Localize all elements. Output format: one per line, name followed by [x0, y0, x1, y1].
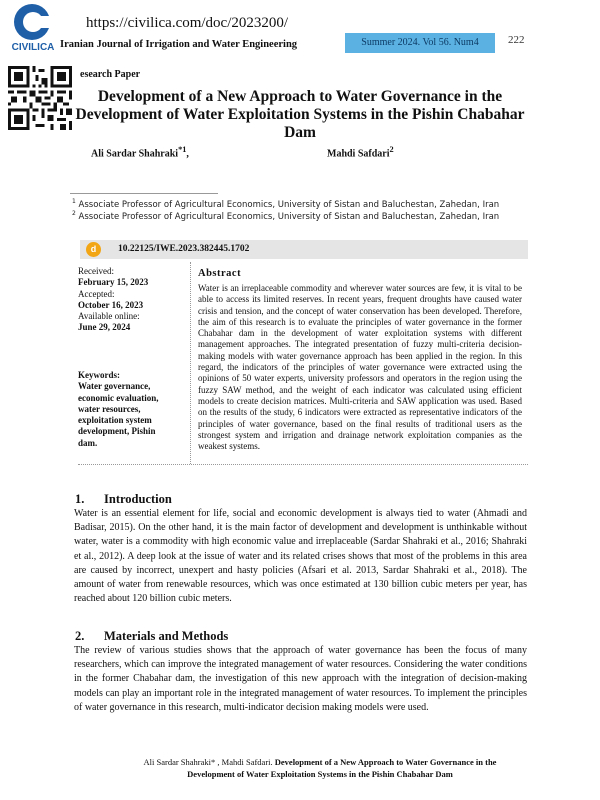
affiliation-2-text: Associate Professor of Agricultural Economics, University of Sistan and Baluchestan, Zahedan, Iran: [78, 211, 500, 222]
author-2-name: Mahdi Safdari: [327, 148, 390, 160]
civilica-logo[interactable]: [4, 4, 60, 56]
author-1-suffix: ,: [186, 148, 189, 160]
author-1-name: Ali Sardar Shahraki: [91, 148, 179, 160]
logo-text: CIVILICA: [11, 42, 55, 53]
section-title: Introduction: [104, 492, 172, 506]
page-number: 222: [508, 34, 525, 46]
keyword-line: dam.: [78, 437, 98, 448]
civilica-c-icon: [14, 4, 50, 40]
accepted-date: October 16, 2023: [78, 299, 144, 310]
page-footer: [110, 756, 530, 780]
keyword-line: development, Pishin: [78, 426, 156, 437]
affiliation-1-num: 1: [72, 198, 76, 205]
footer-title-2: Development of Water Exploitation Systems in the Pishin Chabahar Dam: [187, 769, 453, 779]
section-heading-methods: [75, 629, 228, 644]
author-2-mark: 2: [389, 145, 394, 154]
accepted-label: Accepted:: [78, 288, 115, 299]
doi-link[interactable]: 10.22125/IWE.2023.382445.1702: [118, 244, 250, 254]
section-number: 2.: [75, 629, 85, 643]
author-2: [327, 145, 394, 159]
online-date: June 29, 2024: [78, 322, 131, 333]
doi-icon: d: [86, 242, 101, 257]
received-date: February 15, 2023: [78, 277, 149, 288]
keywords: [78, 370, 190, 449]
keyword-line: economic evaluation,: [78, 392, 159, 403]
column-divider: [190, 262, 191, 464]
author-1-mark: *1: [178, 145, 187, 154]
abstract-bottom-rule: [78, 464, 528, 465]
affiliation-1: [72, 198, 499, 210]
affiliation-separator: [70, 193, 218, 194]
author-1: [91, 145, 189, 159]
section-number: 1.: [75, 492, 85, 506]
received-label: Received:: [78, 266, 114, 276]
abstract-heading: Abstract: [198, 268, 242, 279]
abstract-text: Water is an irreplaceable commodity and wherever water sources are few, it is vital to be able to access its limited reserves. In recent years, frequent droughts have caused water crisis and tension, and the concept of water conservation has been developed. Therefore, the aim of this research is to evaluate the principles of water governance in the former Chabahar dam in the development of water exploitation systems with different management approaches. The integrated presentation of fuzzy multi-criteria decision-making models with water governance approach has been applied in the region. In this regard, the indicators of the principles of water governance were extracted using the opinions of 50 water experts, university professors and operators in the region using the fuzzy SAW method, and the weight of each indicator was calculated using efficient models to create decision matrices. Multi-criteria and SAW application was used. Based on the results of the study, 6 indicators were extracted as representative indicators of the principles of water governance, based on the final results of traditional users as the strongest system and irrigation and drainage network exploitation companies as the weakest systems.: [198, 283, 522, 452]
affiliation-2-num: 2: [72, 210, 76, 217]
footer-title-1: Development of a New Approach to Water Governance in the: [274, 757, 497, 767]
methods-text: The review of various studies shows that the approach of water governance has been the focus of many researchers, which can improve the integrated management of water resources. Considering the water conditions in the former Chabahar dam, the investigation of this new approach with the integration of decision-making models can play an important role in the integrated management of water resources. To implement the principles of water governance in this research, multi-indicator decision making models were used.: [74, 645, 527, 713]
article-dates: [78, 266, 190, 334]
keyword-line: water resources,: [78, 403, 141, 414]
footer-line-1: [110, 756, 530, 768]
keyword-line: Water governance,: [78, 381, 151, 392]
issue-badge: Summer 2024. Vol 56. Num4: [345, 33, 495, 53]
footer-authors: Ali Sardar Shahraki* , Mahdi Safdari.: [143, 757, 273, 767]
online-label: Available online:: [78, 311, 140, 322]
paper-type: esearch Paper: [80, 69, 141, 80]
section-title: Materials and Methods: [104, 629, 229, 643]
affiliation-2: [72, 210, 499, 222]
section-heading-introduction: [75, 492, 172, 507]
keywords-label: Keywords:: [78, 370, 120, 380]
doi-bar: [80, 240, 528, 259]
journal-name: Iranian Journal of Irrigation and Water Engineering: [60, 39, 298, 50]
keyword-line: exploitation system: [78, 415, 152, 426]
introduction-text: Water is an essential element for life, social and economic development is always tied to water (Ahmadi and Badisar, 2015). On the other hand, it is the main factor of development and development is unthinkable without water, water is a commodity with high economic value and irreplaceable (Sardar Shahraki et al., 2016; Shahraki et al., 2012). A deep look at the issue of water and its related crises shows that most of the problems in this area are caused by incorrect, unexpert and hasty policies (Afsari et al. 2013, Sardar Shahraki et al., 2018). The amount of water from renewable resources, which was once estimated at 130 billion cubic meters per year, has reached about 120 billion cubic meters.: [74, 508, 527, 605]
paper-title: Development of a New Approach to Water Governance in the Development of Water Exploitation Systems in the Pishin Chabahar Dam: [75, 88, 525, 141]
affiliation-1-text: Associate Professor of Agricultural Economics, University of Sistan and Baluchestan, Zahedan, Iran: [78, 199, 500, 210]
document-url[interactable]: https://civilica.com/doc/2023200/: [86, 15, 289, 31]
